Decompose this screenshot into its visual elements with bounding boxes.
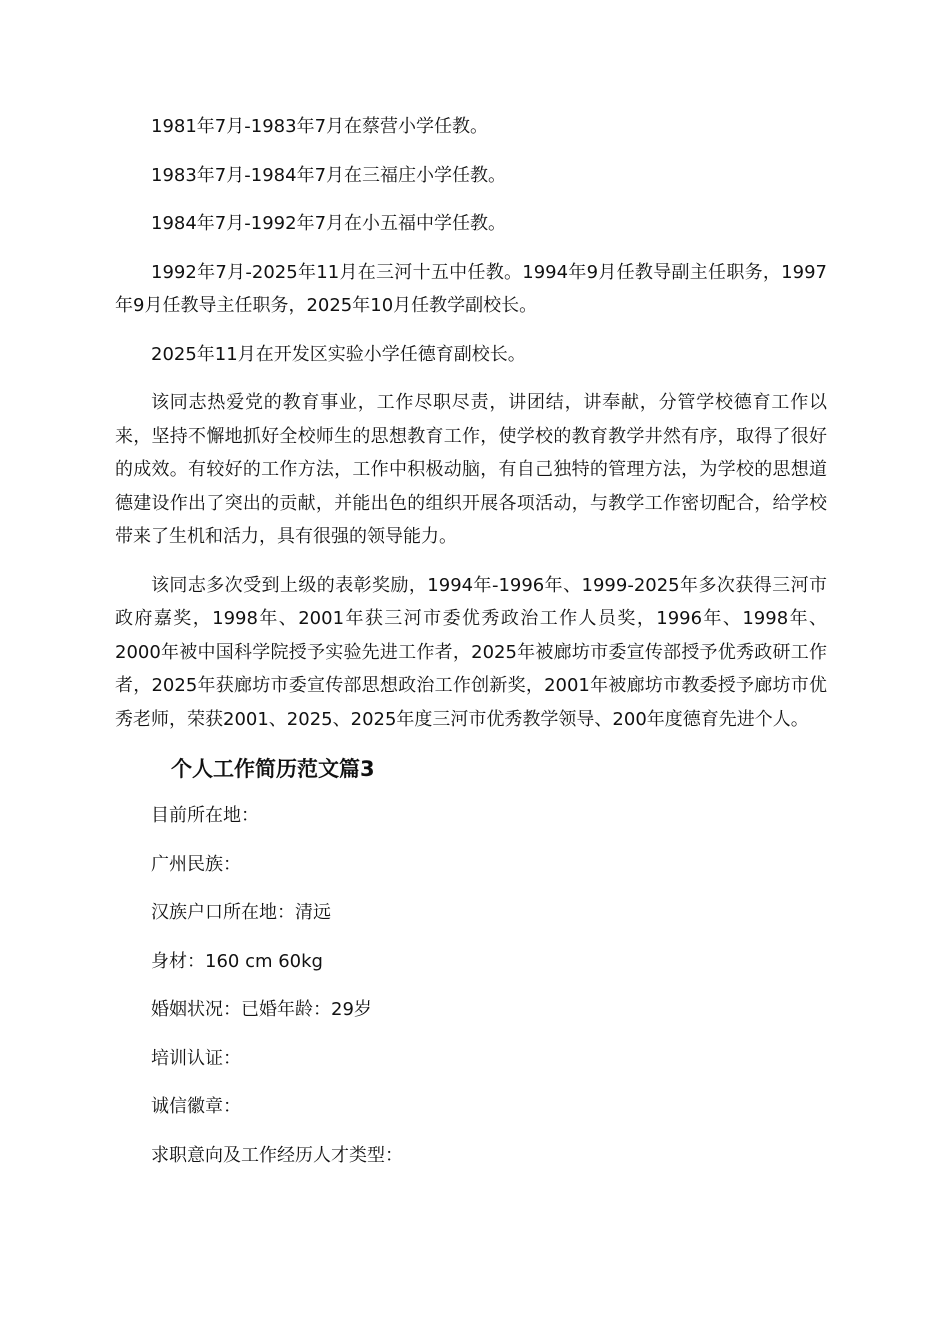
evaluation-paragraph: 该同志热爱党的教育事业，工作尽职尽责，讲团结，讲奉献，分管学校德育工作以来，坚持不懈地抓好全校师生的思想教育工作，使学校的教育教学井然有序，取得了很好的成效。有较好的工作方法，工作中积极动脑，有自己独特的管理方法，为学校的思想道德建设作出了突出的贡献，并能出色的组织开展各项活动，与教学工作密切配合，给学校带来了生机和活力，具有很强的领导能力。 <box>115 392 827 547</box>
section-heading: 个人工作简历范文篇3 <box>171 757 375 781</box>
field-household-location: 汉族户口所在地：清远 <box>151 902 331 923</box>
document-body <box>115 110 827 1187</box>
career-entry-5: 2025年11月在开发区实验小学任德育副校长。 <box>151 343 526 365</box>
career-entry-4: 1992年7月-2025年11月在三河十五中任教。1994年9月任教导副主任职务，1997年9月任教导主任职务，2025年10月任教学副校长。 <box>115 261 827 316</box>
field-body-stats: 身材：160 cm 60kg <box>151 950 323 972</box>
field-current-location: 目前所在地： <box>151 805 259 826</box>
career-entry-2: 1983年7月-1984年7月在三福庄小学任教。 <box>151 164 507 186</box>
career-entry-1: 1981年7月-1983年7月在蔡营小学任教。 <box>151 116 489 137</box>
field-credit-badge: 诚信徽章： <box>151 1096 241 1117</box>
career-entry-3: 1984年7月-1992年7月在小五福中学任教。 <box>151 213 507 234</box>
field-marital-age: 婚姻状况：已婚年龄：29岁 <box>151 999 372 1020</box>
honors-paragraph: 该同志多次受到上级的表彰奖励，1994年-1996年、1999-2025年多次获得三河市政府嘉奖，1998年、2001年获三河市委优秀政治工作人员奖，1996年、1998年、2000年被中国科学院授予实验先进工作者，2025年被廊坊市委宣传部授予优秀政研工作者，2025年获廊坊市委宣传部思想政治工作创新奖，2001年被廊坊市教委授予廊坊市优秀老师，荣获2001、2025、2025年度三河市优秀教学领导、200年度德育先进个人。 <box>115 574 827 730</box>
field-job-intention: 求职意向及工作经历人才类型： <box>151 1144 403 1166</box>
field-certification: 培训认证： <box>151 1047 241 1069</box>
field-ethnicity: 广州民族： <box>151 853 241 875</box>
